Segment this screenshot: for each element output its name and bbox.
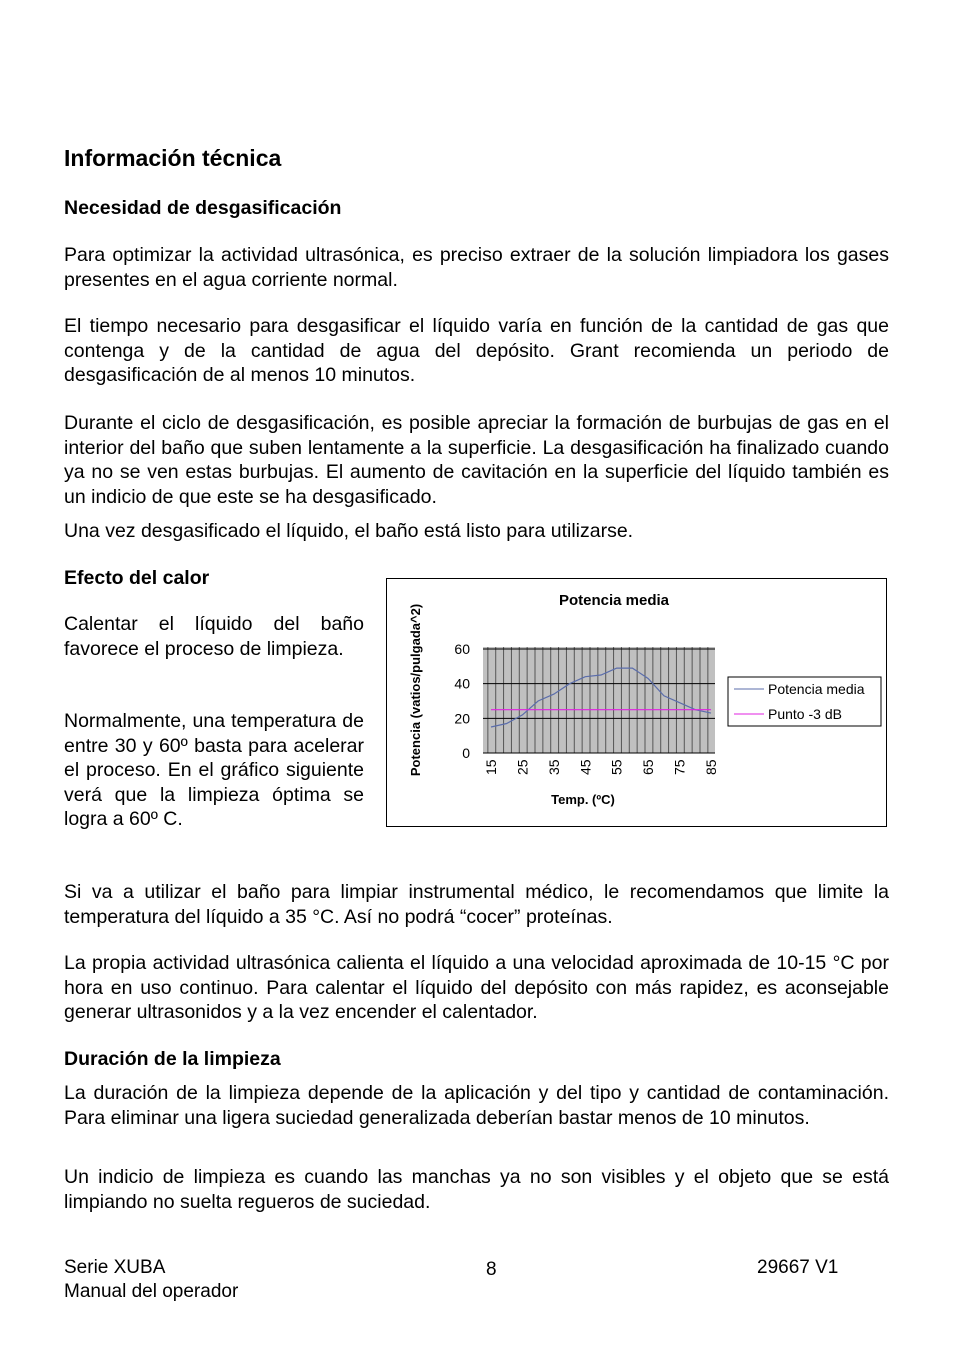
duration-paragraph-1: La duración de la limpieza depende de la aplicación y del tipo y cantidad de contaminación. Para eliminar una ligera suciedad generalizada deberían bastar menos de 10 minutos. xyxy=(64,1082,889,1129)
chart-y-tick-label: 20 xyxy=(454,710,470,727)
chart-y-tick-label: 40 xyxy=(454,675,470,692)
chart-x-tick-label: 45 xyxy=(577,759,594,775)
heat-paragraph-4: La propia actividad ultrasónica calienta el líquido a una velocidad aproximada de 10-15 °C por hora en uso continuo. Para calentar el líquido del depósito con más rapidez, es aconsejable generar ultrasonidos y a la vez encender el calentador. xyxy=(64,952,889,1023)
chart-legend-label: Potencia media xyxy=(768,681,865,697)
chart-x-tick-label: 35 xyxy=(545,759,562,775)
chart-y-axis-label: Potencia (vatios/pulgada^2) xyxy=(408,603,423,777)
chart-x-tick-label: 65 xyxy=(640,759,657,775)
footer-page-number: 8 xyxy=(486,1259,497,1280)
heat-paragraph-3: Si va a utilizar el baño para limpiar instrumental médico, le recomendamos que limite la temperatura del líquido a 35 °C. Así no podrá “cocer” proteínas. xyxy=(64,881,889,928)
chart-x-axis-label: Temp. (ºC) xyxy=(551,792,615,807)
chart-x-tick-label: 85 xyxy=(703,759,719,775)
chart-x-tick-label: 75 xyxy=(671,759,688,775)
footer-series: Serie XUBA xyxy=(64,1257,166,1278)
chart-x-tick-label: 55 xyxy=(608,759,625,775)
power-chart-svg xyxy=(387,579,886,826)
chart-y-tick-label: 60 xyxy=(454,641,470,657)
degassing-paragraph-4: Una vez desgasificado el líquido, el baño está listo para utilizarse. xyxy=(64,520,634,542)
chart-legend-label: Punto -3 dB xyxy=(768,706,842,722)
heat-paragraph-1: Calentar el líquido del baño favorece el proceso de limpieza. xyxy=(64,613,364,660)
page-title: Información técnica xyxy=(64,145,282,171)
section-heading-duration: Duración de la limpieza xyxy=(64,1048,281,1070)
chart-y-tick-label: 0 xyxy=(462,745,470,761)
degassing-paragraph-1: Para optimizar la actividad ultrasónica, es preciso extraer de la solución limpiadora los gases presentes en el agua corriente normal. xyxy=(64,244,889,291)
section-heading-degassing: Necesidad de desgasificación xyxy=(64,197,342,219)
footer-manual: Manual del operador xyxy=(64,1281,239,1302)
degassing-paragraph-2: El tiempo necesario para desgasificar el líquido varía en función de la cantidad de gas que contenga y de la cantidad de agua del depósito. Grant recomienda un periodo de desgasificación de al menos 10 minutos. xyxy=(64,315,889,386)
degassing-paragraph-3: Durante el ciclo de desgasificación, es posible apreciar la formación de burbujas de gas en el interior del baño que suben lentamente a la superficie. La desgasificación ha finalizado cuando ya no se ven estas burbujas. El aumento de cavitación en la superficie del líquido también es un indicio de que este se ha desgasificado. xyxy=(64,412,889,508)
chart-x-tick-label: 15 xyxy=(483,759,499,775)
heat-paragraph-2: Normalmente, una temperatura de entre 30 y 60º basta para acelerar el proceso. En el gráfico siguiente verá que la limpieza óptima se logra a 60º C. xyxy=(64,710,364,830)
duration-paragraph-2: Un indicio de limpieza es cuando las manchas ya no son visibles y el objeto que se está limpiando no suelta regueros de suciedad. xyxy=(64,1166,889,1213)
power-chart xyxy=(386,578,887,827)
chart-plot-area xyxy=(483,647,715,753)
section-heading-heat: Efecto del calor xyxy=(64,567,210,589)
chart-x-tick-label: 25 xyxy=(514,759,531,775)
footer-doc-code: 29667 V1 xyxy=(757,1257,839,1278)
chart-title: Potencia media xyxy=(558,592,670,609)
